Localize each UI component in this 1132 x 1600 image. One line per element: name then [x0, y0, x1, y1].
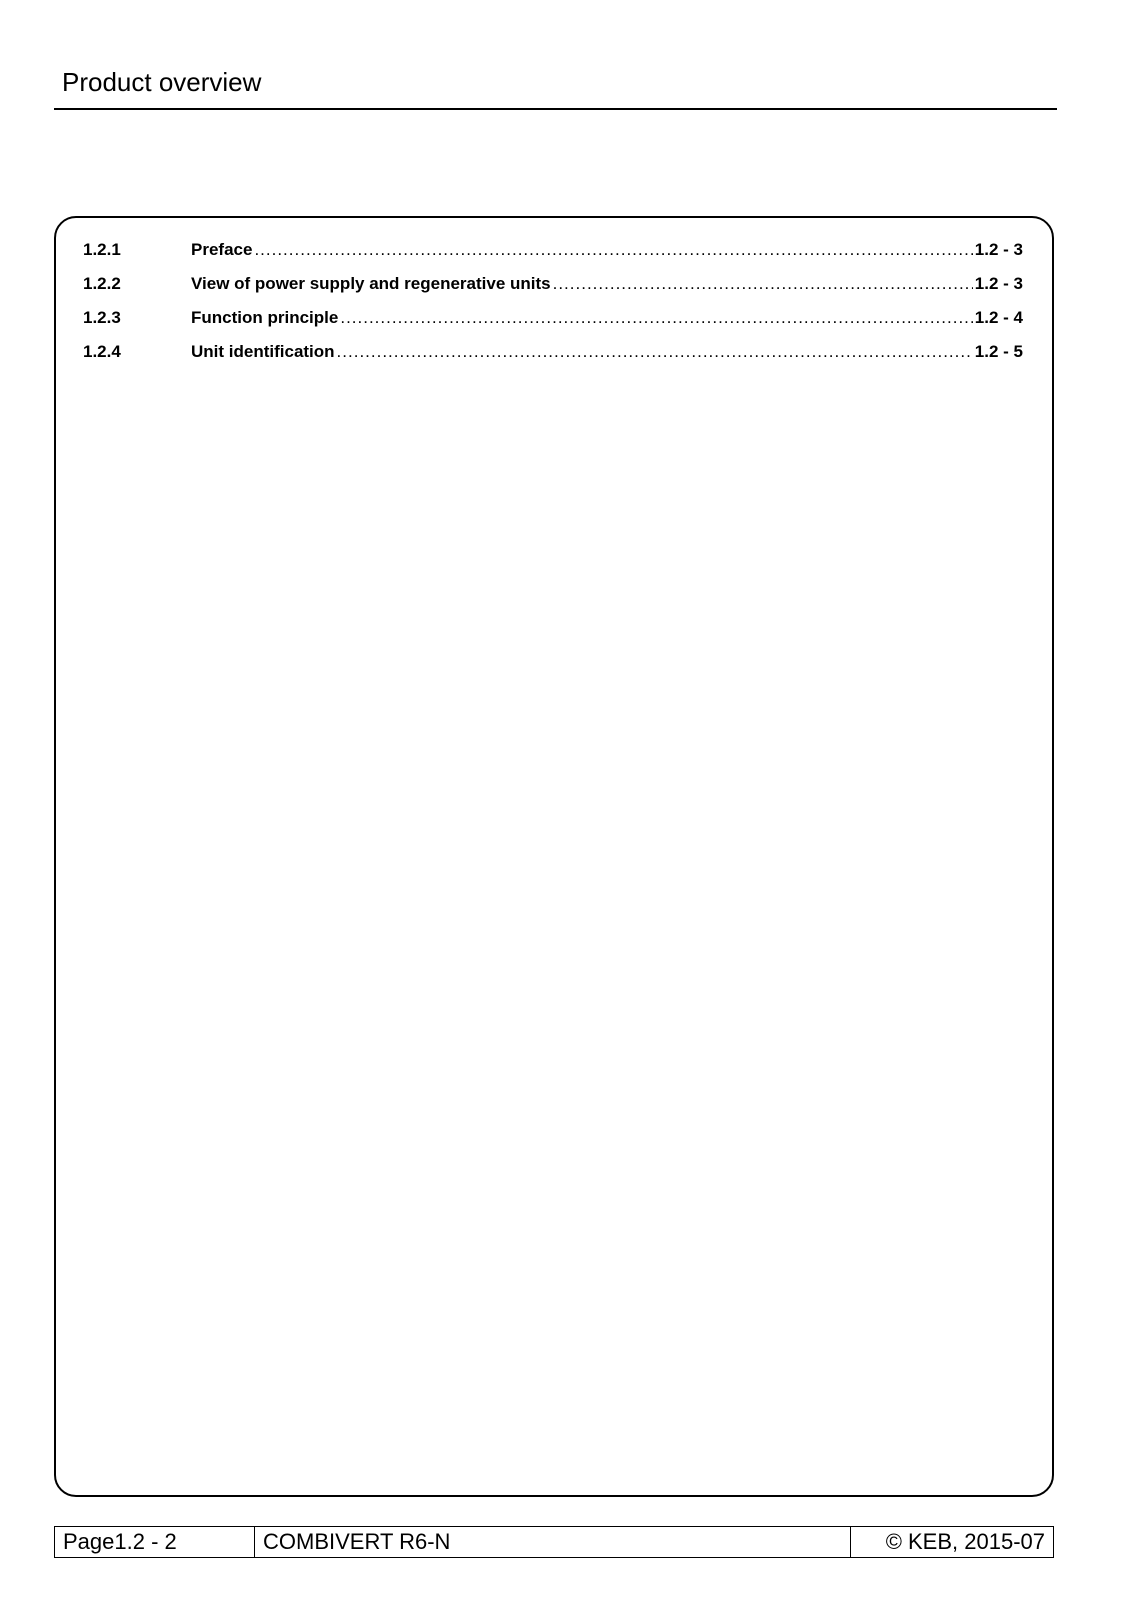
toc-leader-dots: [337, 340, 973, 364]
page-title: Product overview: [62, 67, 262, 97]
toc-entry-page: 1.2 - 3: [974, 274, 1023, 293]
toc-box: [54, 216, 1054, 1497]
toc-entry-number: 1.2.1: [83, 240, 121, 259]
toc-entry-number: 1.2.4: [83, 342, 121, 361]
toc-entry-title: Unit identification: [191, 342, 335, 361]
toc-entry[interactable]: [83, 272, 1023, 296]
toc-entry-number: 1.2.2: [83, 274, 121, 293]
toc-leader-dots: [553, 272, 973, 296]
toc-entry-page: 1.2 - 4: [974, 308, 1023, 327]
toc-entry-title: Preface: [191, 240, 253, 259]
toc-entry-page: 1.2 - 5: [974, 342, 1023, 361]
toc-leader-dots: [254, 238, 972, 262]
toc-entry[interactable]: [83, 306, 1023, 330]
toc-entry-number: 1.2.3: [83, 308, 121, 327]
toc-entry-page: 1.2 - 3: [974, 240, 1023, 259]
toc-entry-title: View of power supply and regenerative units: [191, 274, 551, 293]
footer-copyright: © KEB, 2015-07: [885, 1529, 1045, 1554]
footer-product-name: COMBIVERT R6-N: [255, 1527, 851, 1557]
page-footer: [54, 1526, 1054, 1558]
toc-entry[interactable]: [83, 340, 1023, 364]
toc-leader-dots: [340, 306, 972, 330]
toc-entry-title: Function principle: [191, 308, 339, 327]
toc-entry[interactable]: [83, 238, 1023, 262]
header-rule: [54, 108, 1057, 110]
footer-page-number: Page1.2 - 2: [55, 1527, 255, 1557]
